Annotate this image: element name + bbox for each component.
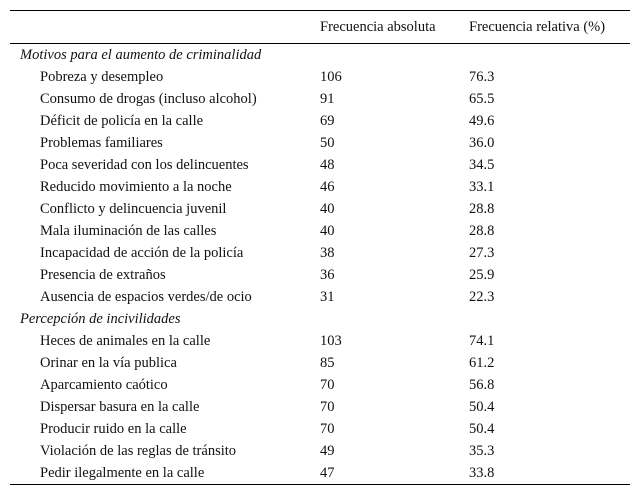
- row-absolute-frequency: 69: [320, 112, 335, 129]
- row-relative-frequency: 28.8: [469, 200, 495, 217]
- table-row: [10, 242, 630, 264]
- header-relative-frequency: Frecuencia relativa (%): [469, 11, 630, 44]
- table-row: [10, 374, 630, 396]
- section-row: [10, 308, 630, 330]
- row-absolute-frequency: 40: [320, 200, 335, 217]
- row-label: Ausencia de espacios verdes/de ocio: [40, 288, 252, 305]
- row-absolute-frequency: 70: [320, 376, 335, 393]
- row-label: Pobreza y desempleo: [40, 68, 164, 85]
- row-label: Conflicto y delincuencia juvenil: [40, 200, 227, 217]
- table-row: [10, 66, 630, 88]
- row-absolute-frequency: 47: [320, 462, 469, 485]
- row-label: Pedir ilegalmente en la calle: [10, 462, 320, 485]
- row-label: Dispersar basura en la calle: [40, 398, 200, 415]
- row-relative-frequency: 74.1: [469, 332, 495, 349]
- row-absolute-frequency: 70: [320, 420, 335, 437]
- row-label: Violación de las reglas de tránsito: [40, 442, 237, 459]
- row-label: Poca severidad con los delincuentes: [40, 156, 249, 173]
- table-row: [10, 154, 630, 176]
- table-row: [10, 110, 630, 132]
- row-label: Aparcamiento caótico: [40, 376, 168, 393]
- row-absolute-frequency: 106: [320, 68, 342, 85]
- row-absolute-frequency: 49: [320, 442, 335, 459]
- row-relative-frequency: 22.3: [469, 288, 495, 305]
- table-row: [10, 264, 630, 286]
- row-relative-frequency: 65.5: [469, 90, 495, 107]
- row-absolute-frequency: 91: [320, 90, 335, 107]
- row-label: Orinar en la vía publica: [40, 354, 177, 371]
- table-body: [10, 44, 630, 485]
- row-relative-frequency: 61.2: [469, 354, 495, 371]
- section-title: Percepción de incivilidades: [20, 310, 181, 327]
- table-row: [10, 418, 630, 440]
- row-absolute-frequency: 50: [320, 134, 335, 151]
- table-row: [10, 352, 630, 374]
- row-relative-frequency: 28.8: [469, 222, 495, 239]
- row-absolute-frequency: 38: [320, 244, 335, 261]
- section-title: Motivos para el aumento de criminalidad: [20, 46, 262, 63]
- row-label: Incapacidad de acción de la policía: [40, 244, 244, 261]
- row-absolute-frequency: 31: [320, 288, 335, 305]
- table-row: [10, 330, 630, 352]
- row-relative-frequency: 76.3: [469, 68, 495, 85]
- frequency-table: [10, 10, 630, 485]
- table-row: [10, 462, 630, 485]
- table-row: [10, 176, 630, 198]
- table-row: [10, 198, 630, 220]
- row-label: Heces de animales en la calle: [40, 332, 211, 349]
- row-absolute-frequency: 103: [320, 332, 342, 349]
- table-header: [10, 11, 630, 44]
- row-relative-frequency: 25.9: [469, 266, 495, 283]
- row-absolute-frequency: 85: [320, 354, 335, 371]
- frequency-table-container: [10, 10, 630, 485]
- row-absolute-frequency: 70: [320, 398, 335, 415]
- header-label-column: [10, 11, 320, 44]
- section-row: [10, 44, 630, 67]
- table-row: [10, 88, 630, 110]
- table-row: [10, 220, 630, 242]
- row-relative-frequency: 27.3: [469, 244, 495, 261]
- row-relative-frequency: 50.4: [469, 420, 495, 437]
- row-label: Producir ruido en la calle: [40, 420, 187, 437]
- row-absolute-frequency: 40: [320, 222, 335, 239]
- row-absolute-frequency: 46: [320, 178, 335, 195]
- row-label: Problemas familiares: [40, 134, 163, 151]
- row-label: Presencia de extraños: [40, 266, 166, 283]
- row-label: Mala iluminación de las calles: [40, 222, 217, 239]
- row-relative-frequency: 33.1: [469, 178, 495, 195]
- row-label: Reducido movimiento a la noche: [40, 178, 232, 195]
- header-absolute-frequency: Frecuencia absoluta: [320, 11, 469, 44]
- row-relative-frequency: 35.3: [469, 442, 495, 459]
- row-relative-frequency: 50.4: [469, 398, 495, 415]
- row-absolute-frequency: 36: [320, 266, 335, 283]
- table-row: [10, 440, 630, 462]
- table-row: [10, 396, 630, 418]
- row-label: Déficit de policía en la calle: [40, 112, 204, 129]
- table-row: [10, 132, 630, 154]
- table-row: [10, 286, 630, 308]
- row-absolute-frequency: 48: [320, 156, 335, 173]
- row-relative-frequency: 33.8: [469, 462, 630, 485]
- row-label: Consumo de drogas (incluso alcohol): [40, 90, 257, 107]
- row-relative-frequency: 49.6: [469, 112, 495, 129]
- header-row: [10, 11, 630, 44]
- row-relative-frequency: 36.0: [469, 134, 495, 151]
- row-relative-frequency: 56.8: [469, 376, 495, 393]
- row-relative-frequency: 34.5: [469, 156, 495, 173]
